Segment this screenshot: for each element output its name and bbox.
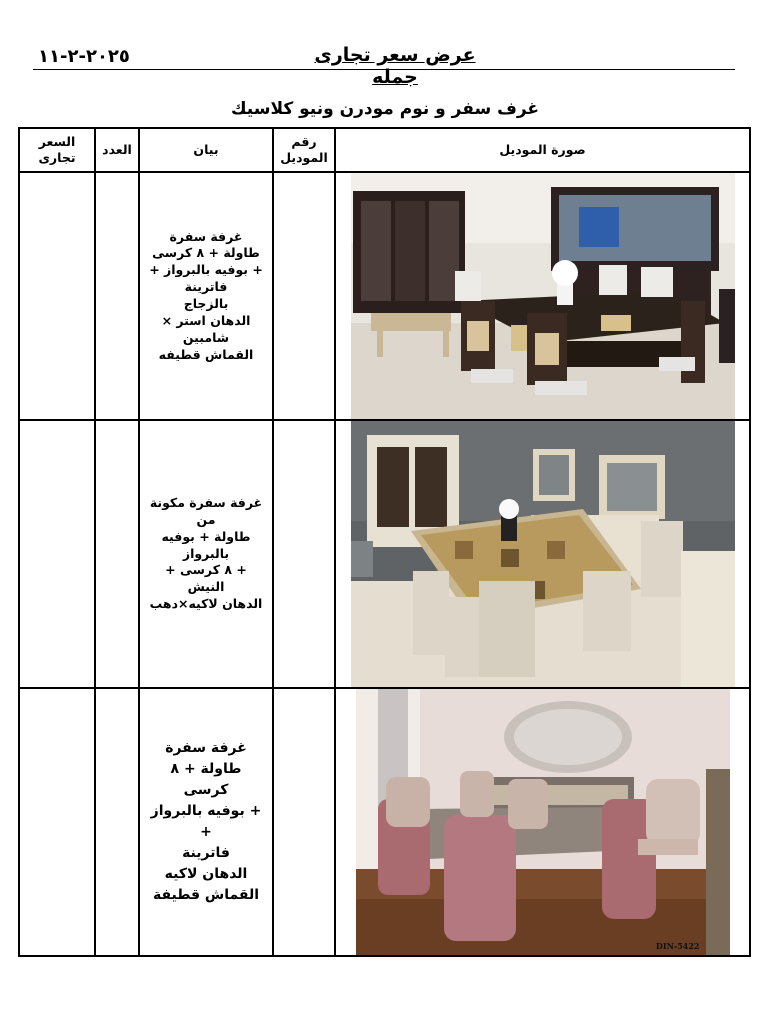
column-header-description: بيان — [139, 128, 273, 172]
dining-room-champagne-photo — [351, 421, 735, 687]
page-title: عرض سعر تجارى جمله — [314, 44, 476, 88]
count-cell[interactable] — [95, 172, 139, 420]
table-row — [19, 420, 750, 688]
model-number-cell[interactable] — [273, 172, 335, 420]
model-number-cell[interactable] — [273, 688, 335, 956]
table-row — [19, 688, 750, 956]
header-divider — [33, 69, 735, 70]
model-image-cell — [335, 172, 750, 420]
price-cell[interactable] — [19, 688, 95, 956]
description-cell — [139, 172, 273, 420]
description-text: غرفة سفرة طاولة + ٨ كرسى + بوفيه بالبرواز + فاترينة الدهان لاكيه القماش قطيفة — [150, 740, 262, 903]
model-image-cell — [335, 688, 750, 956]
table-row — [19, 172, 750, 420]
model-image-cell — [335, 420, 750, 688]
description-text: غرفة سفرة مكونة من طاولة + بوفيه بالبرواز + ٨ كرسى + النيش الدهان لاكيه×دهب — [149, 494, 263, 612]
description-text: غرفة سفرة طاولة + ٨ كرسى + بوفيه بالبرواز + فاترينة بالزجاج الدهان استر × شامبين القماش قطيفه — [149, 228, 263, 362]
column-header-count: العدد — [95, 128, 139, 172]
catalog-subtitle: غرف سفر و نوم مودرن ونيو كلاسيك — [230, 99, 540, 119]
column-header-model-image: صورة الموديل — [335, 128, 750, 172]
column-header-model-number: رقم الموديل — [273, 128, 335, 172]
model-number-cell[interactable] — [273, 420, 335, 688]
table-header-row — [19, 128, 750, 172]
dining-room-pink-velvet-photo — [356, 689, 730, 955]
description-cell — [139, 420, 273, 688]
price-cell[interactable] — [19, 420, 95, 688]
model-code-watermark: DIN-5422 — [655, 941, 700, 951]
quote-table — [18, 127, 751, 957]
description-cell — [139, 688, 273, 956]
quote-date: ٢٠٢٥-٢-١١ — [38, 46, 130, 67]
price-cell[interactable] — [19, 172, 95, 420]
count-cell[interactable] — [95, 420, 139, 688]
dining-room-dark-wood-photo — [351, 173, 735, 419]
column-header-price: السعر تجارى — [19, 128, 95, 172]
count-cell[interactable] — [95, 688, 139, 956]
